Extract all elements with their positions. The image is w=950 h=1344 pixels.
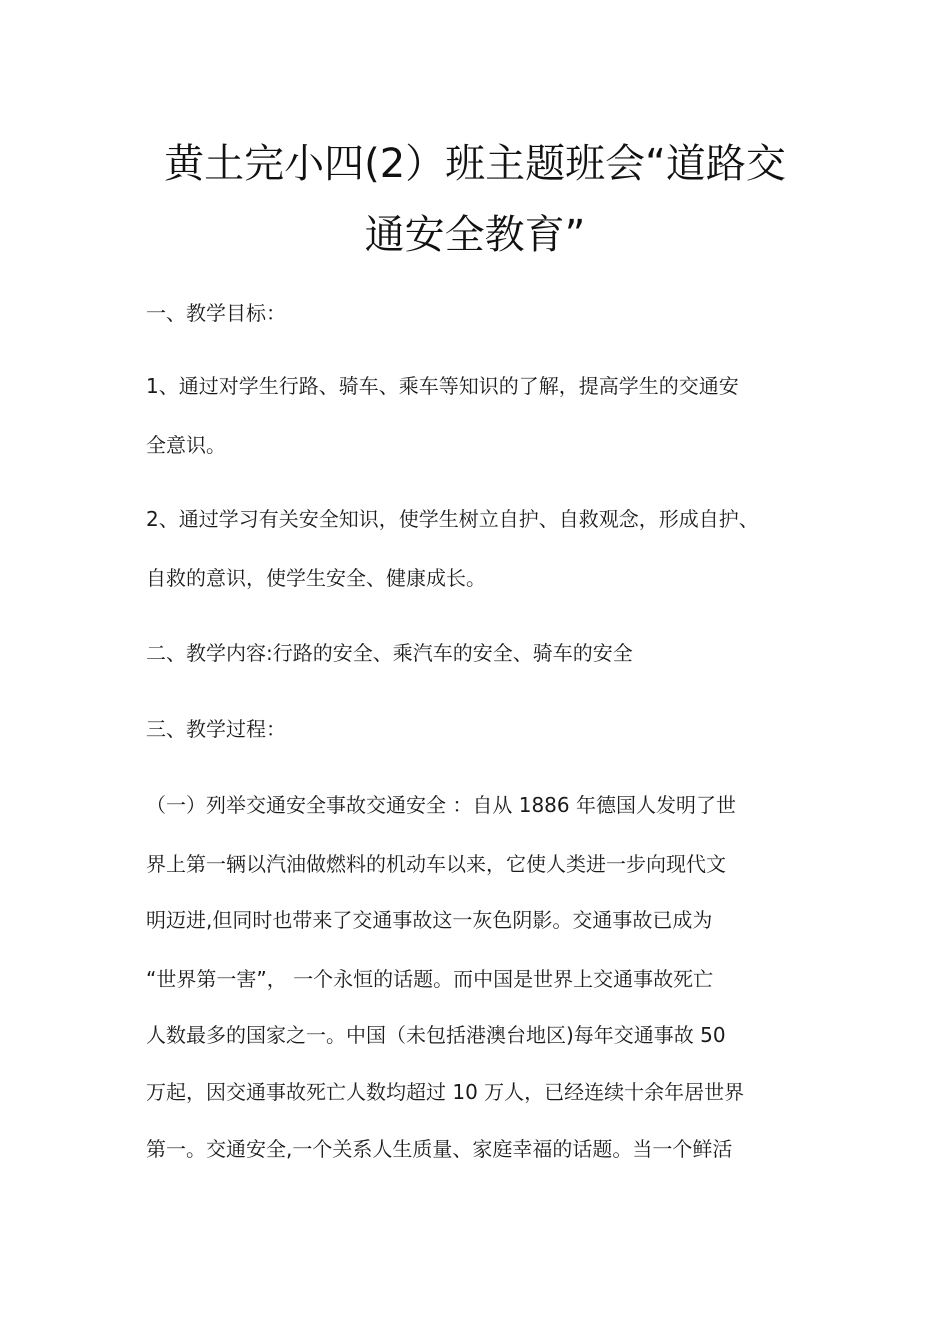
paragraph-line: 全意识。	[146, 433, 226, 457]
section-heading-objectives: 一、教学目标：	[146, 301, 286, 325]
paragraph-line: 人数最多的国家之一。中国（未包括港澳台地区)每年交通事故 50	[146, 1023, 726, 1047]
paragraph-line: 第一。交通安全,一个关系人生质量、家庭幸福的话题。当一个鲜活	[146, 1137, 733, 1161]
section-heading-content: 二、教学内容:行路的安全、乘汽车的安全、骑车的安全	[146, 641, 633, 665]
paragraph-line: 自救的意识，使学生安全、健康成长。	[146, 566, 486, 590]
paragraph-line: （一）列举交通安全事故交通安全 ：自从 1886 年德国人发明了世	[146, 793, 736, 817]
paragraph-line: 万起，因交通事故死亡人数均超过 10 万人，已经连续十余年居世界	[146, 1080, 745, 1104]
paragraph-line: “世界第一害”， 一个永恒的话题。而中国是世界上交通事故死亡	[146, 967, 714, 991]
paragraph-line: 1、通过对学生行路、骑车、乘车等知识的了解，提高学生的交通安	[146, 374, 739, 398]
document-title-line-1: 黄土完小四(2）班主题班会“道路交	[164, 141, 786, 187]
document-title-line-2: 通安全教育”	[364, 212, 586, 258]
section-heading-process: 三、教学过程：	[146, 717, 286, 741]
paragraph-line: 界上第一辆以汽油做燃料的机动车以来，它使人类进一步向现代文	[146, 852, 726, 876]
paragraph-line: 明迈进,但同时也带来了交通事故这一灰色阴影。交通事故已成为	[146, 908, 713, 932]
paragraph-line: 2、通过学习有关安全知识，使学生树立自护、自救观念，形成自护、	[146, 507, 759, 531]
